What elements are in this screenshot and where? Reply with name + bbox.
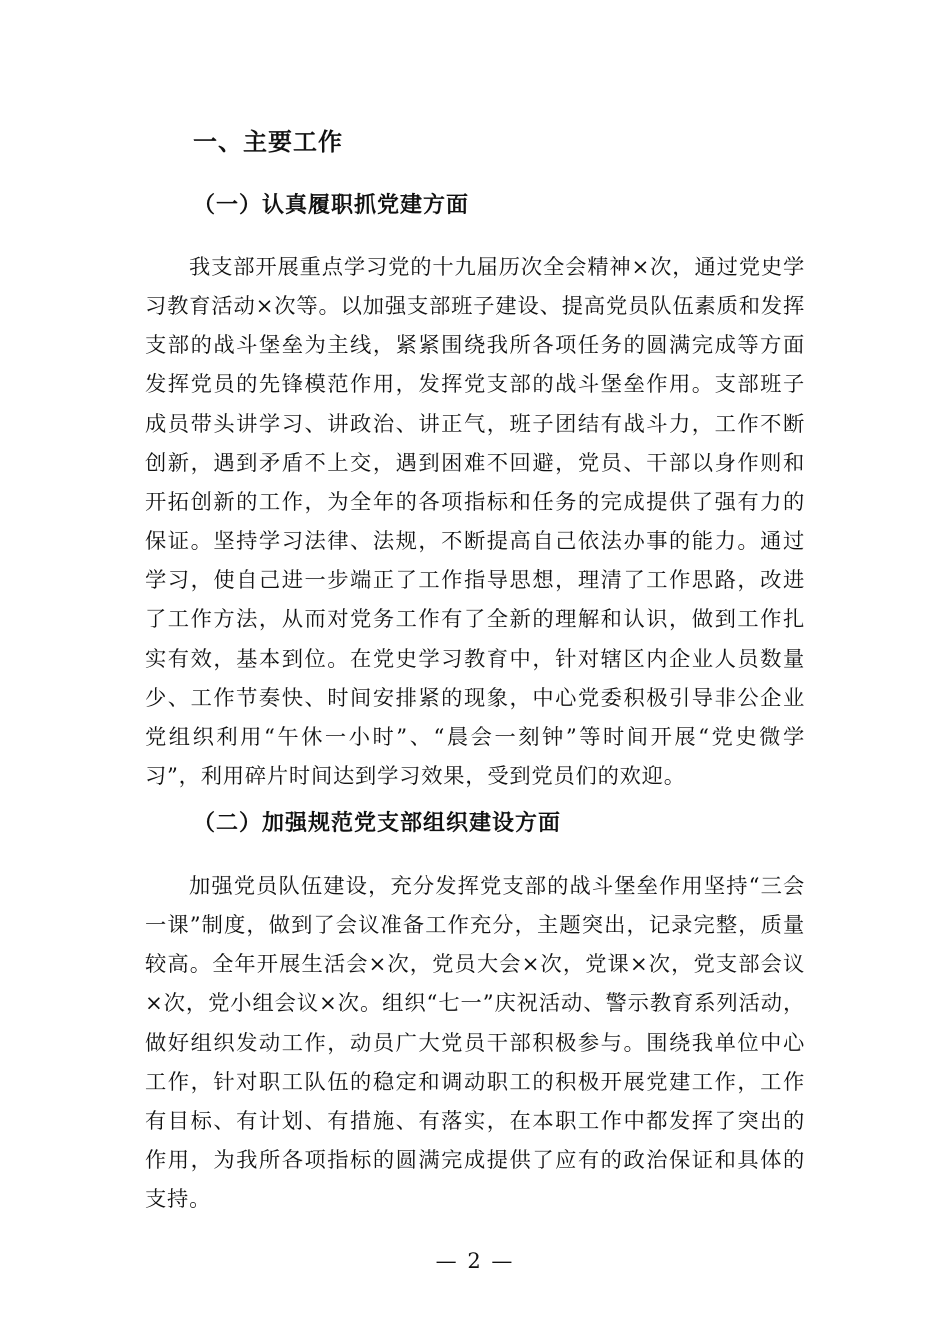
section-1-paragraph: 我支部开展重点学习党的十九届历次全会精神×次，通过党史学习教育活动×次等。以加强支部班子建设、提高党员队伍素质和发挥支部的战斗堡垒为主线，紧紧围绕我所各项任务的圆满完成等方面发挥党员的先锋模范作用，发挥党支部的战斗堡垒作用。支部班子成员带头讲学习、讲政治、讲正气，班子团结有战斗力，工作不断创新，遇到矛盾不上交，遇到困难不回避，党员、干部以身作则和开拓创新的工作，为全年的各项指标和任务的完成提供了强有力的保证。坚持学习法律、法规，不断提高自己依法办事的能力。通过学习，使自己进一步端正了工作指导思想，理清了工作思路，改进了工作方法，从而对党务工作有了全新的理解和认识，做到工作扎实有效，基本到位。在党史学习教育中，针对辖区内企业人员数量少、工作节奏快、时间安排紧的现象，中心党委积极引导非公企业党组织利用“午休一小时”、“晨会一刻钟”等时间开展“党史微学习”，利用碎片时间达到学习效果，受到党员们的欢迎。 [145, 255, 805, 790]
section-2-heading: （二）加强规范党支部组织建设方面 [193, 811, 562, 836]
main-heading: 一、主要工作 [193, 128, 343, 156]
page-number: — 2 — [435, 1249, 515, 1273]
section-2-paragraph: 加强党员队伍建设，充分发挥党支部的战斗堡垒作用坚持“三会一课”制度，做到了会议准备工作充分，主题突出，记录完整，质量较高。全年开展生活会×次，党员大会×次，党课×次，党支部会议×次，党小组会议×次。组织“七一”庆祝活动、警示教育系列活动，做好组织发动工作，动员广大党员干部积极参与。围绕我单位中心工作，针对职工队伍的稳定和调动职工的积极开展党建工作，工作有目标、有计划、有措施、有落实，在本职工作中都发挥了突出的作用，为我所各项指标的圆满完成提供了应有的政治保证和具体的支持。 [145, 874, 805, 1213]
section-1-heading: （一）认真履职抓党建方面 [193, 193, 470, 218]
